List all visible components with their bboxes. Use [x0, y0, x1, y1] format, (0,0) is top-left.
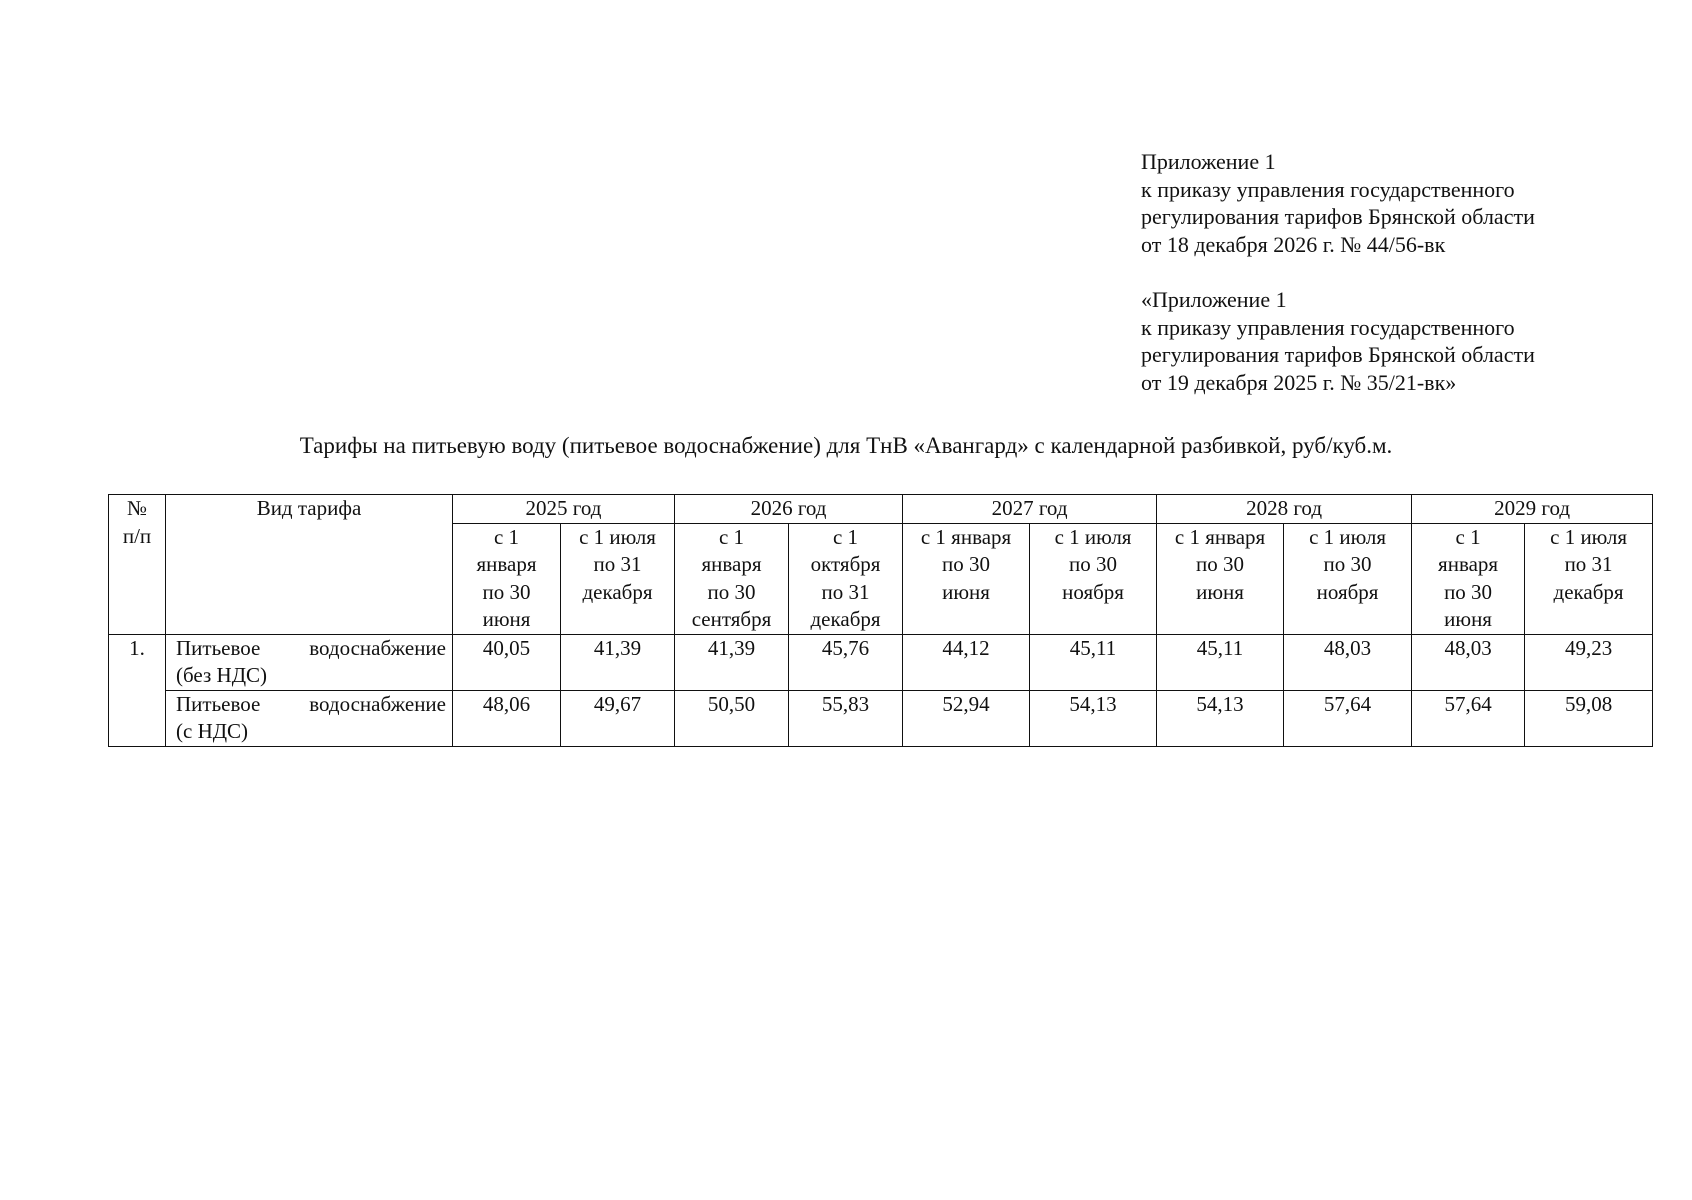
tariff-kind [166, 690, 453, 746]
period-header [561, 523, 675, 634]
period-header-line: с 1 [1455, 524, 1481, 549]
row-number [109, 690, 166, 746]
period-header-line: октября [810, 552, 881, 576]
tariff-value: 40,05 [453, 634, 561, 690]
period-header [1284, 523, 1412, 634]
tariff-value: 48,03 [1412, 634, 1525, 690]
tariff-value: 48,03 [1284, 634, 1412, 690]
period-header-line: ноября [1062, 579, 1124, 604]
period-header-line: с 1 [718, 524, 745, 549]
appendix-current-line: от 18 декабря 2026 г. № 44/56-вк [1141, 231, 1446, 257]
period-header-line: декабря [1553, 579, 1624, 604]
period-header-line: с 1 [493, 524, 520, 549]
tariff-value: 49,67 [561, 690, 675, 746]
column-number-header-line: № [126, 496, 148, 520]
period-header-line: по 31 [593, 552, 642, 576]
period-header-line: января [476, 552, 537, 576]
period-header-line: июня [482, 607, 531, 631]
year-header: 2025 год [453, 495, 675, 524]
tariff-value: 45,76 [789, 634, 903, 690]
year-header: 2029 год [1412, 495, 1653, 524]
appendix-previous-line: «Приложение 1 [1141, 287, 1287, 312]
year-header: 2028 год [1157, 495, 1412, 524]
column-number-header [109, 495, 166, 635]
tariff-value: 54,13 [1030, 690, 1157, 746]
period-header-line: декабря [810, 607, 881, 631]
period-header-line: по 30 [1444, 579, 1493, 604]
table-header-years [109, 495, 1653, 524]
period-header-line: июня [942, 579, 990, 604]
tariff-value: 41,39 [561, 634, 675, 690]
period-header-line: с 1 июля [1550, 524, 1627, 549]
year-header: 2027 год [903, 495, 1157, 524]
column-number-header-line: п/п [122, 523, 152, 548]
period-header [675, 523, 789, 634]
tariff-value: 57,64 [1412, 690, 1525, 746]
tariff-kind-line: Питьевое водоснабжение [176, 691, 446, 716]
tariff-value: 44,12 [903, 634, 1030, 690]
period-header-line: ноября [1316, 579, 1379, 604]
period-header-line: июня [1444, 607, 1492, 631]
appendix-previous-line: регулирования тарифов Брянской области [1141, 342, 1535, 367]
period-header-line: по 30 [482, 579, 531, 604]
period-header [1525, 523, 1653, 634]
period-header [903, 523, 1030, 634]
tariff-value: 52,94 [903, 690, 1030, 746]
tariff-value: 59,08 [1525, 690, 1653, 746]
appendix-current-line: Приложение 1 [1141, 149, 1276, 174]
tariff-kind [166, 634, 453, 690]
tariff-value: 57,64 [1284, 690, 1412, 746]
tariff-kind-line: (без НДС) [176, 663, 268, 687]
period-header-line: января [701, 552, 762, 576]
period-header-line: по 30 [707, 579, 756, 604]
period-header-line: по 30 [1069, 552, 1118, 576]
period-header-line: по 31 [1564, 552, 1613, 576]
period-header [1157, 523, 1284, 634]
tariff-value: 45,11 [1157, 634, 1284, 690]
tariff-value: 55,83 [789, 690, 903, 746]
period-header [789, 523, 903, 634]
year-header: 2026 год [675, 495, 903, 524]
appendix-current-line: к приказу управления государственного [1141, 176, 1515, 202]
appendix-current-line: регулирования тарифов Брянской области [1141, 204, 1535, 229]
tariff-value: 45,11 [1030, 634, 1157, 690]
period-header-line: по 30 [1196, 552, 1245, 576]
period-header-line: с 1 [832, 524, 859, 549]
tariff-value: 50,50 [675, 690, 789, 746]
period-header [1030, 523, 1157, 634]
row-number: 1. [109, 634, 166, 690]
table-row [109, 634, 1653, 690]
tariff-kind-line: Питьевое водоснабжение [176, 635, 446, 660]
tariff-value: 49,23 [1525, 634, 1653, 690]
period-header-line: по 30 [1323, 552, 1372, 576]
period-header-line: с 1 января [1174, 524, 1266, 549]
period-header-line: по 30 [942, 552, 991, 576]
period-header-line: с 1 июля [1054, 524, 1132, 549]
tariff-value: 41,39 [675, 634, 789, 690]
appendix-header [1141, 148, 1621, 424]
tariff-kind-line: (с НДС) [176, 719, 249, 743]
appendix-previous [1141, 286, 1621, 396]
period-header-line: сентября [691, 607, 772, 631]
tariff-value: 54,13 [1157, 690, 1284, 746]
appendix-previous-line: от 19 декабря 2025 г. № 35/21-вк» [1141, 369, 1457, 395]
tariff-value: 48,06 [453, 690, 561, 746]
appendix-current [1141, 148, 1621, 258]
period-header-line: с 1 января [920, 524, 1012, 549]
period-header-line: с 1 июля [579, 524, 656, 549]
period-header-line: июня [1196, 579, 1244, 604]
period-header-line: по 31 [821, 579, 870, 604]
period-header [1412, 523, 1525, 634]
table-row [109, 690, 1653, 746]
period-header [453, 523, 561, 634]
period-header-line: с 1 июля [1309, 524, 1386, 549]
column-kind-header: Вид тарифа [166, 495, 453, 635]
period-header-line: декабря [582, 579, 653, 604]
appendix-previous-line: к приказу управления государственного [1141, 314, 1515, 340]
period-header-line: января [1438, 552, 1499, 576]
tariff-table [108, 494, 1653, 747]
document-title: Тарифы на питьевую воду (питьевое водоснабжение) для ТнВ «Авангард» с календарной разбивкой, руб/куб.м. [299, 433, 1393, 458]
